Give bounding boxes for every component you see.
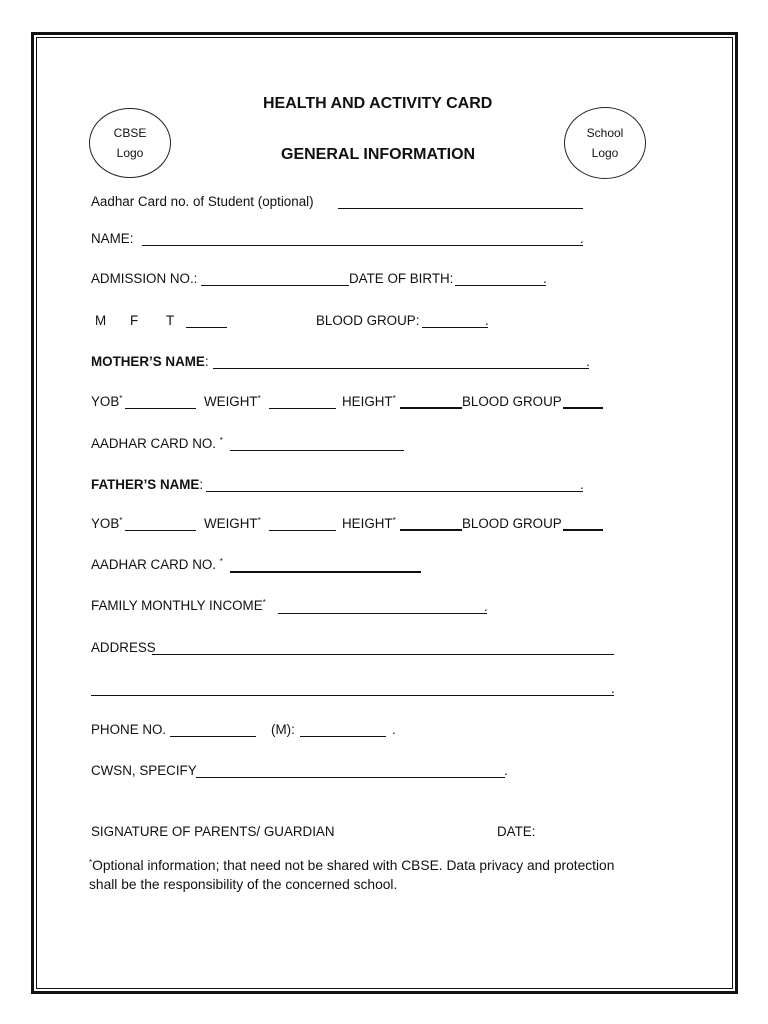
mother-weight-asterisk: * xyxy=(257,394,261,403)
cbse-logo-line1: CBSE xyxy=(113,126,147,140)
mobile-period: . xyxy=(392,722,396,737)
mother-aadhar-field[interactable] xyxy=(230,450,404,451)
name-period: . xyxy=(580,231,584,246)
mother-blood-group-field[interactable] xyxy=(563,407,603,409)
dob-field[interactable] xyxy=(455,285,546,286)
mobile-field[interactable] xyxy=(300,736,386,737)
section-title: GENERAL INFORMATION xyxy=(281,146,476,163)
gender-option-m[interactable]: M xyxy=(95,313,107,328)
page-border-inner xyxy=(36,37,733,989)
aadhar-student-label: Aadhar Card no. of Student (optional) xyxy=(91,194,314,209)
student-blood-group-label: BLOOD GROUP: xyxy=(316,313,420,328)
date-label: DATE: xyxy=(497,824,536,839)
mothers-name-field[interactable] xyxy=(213,368,589,369)
card-title: HEALTH AND ACTIVITY CARD xyxy=(263,95,493,112)
mother-weight-field[interactable] xyxy=(269,408,336,409)
mother-aadhar-asterisk: * xyxy=(219,436,223,445)
fathers-name-field[interactable] xyxy=(206,491,583,492)
father-height-field[interactable] xyxy=(400,529,462,531)
family-income-asterisk: * xyxy=(262,598,266,607)
father-aadhar-label: AADHAR CARD NO. xyxy=(91,557,216,572)
father-yob-asterisk: * xyxy=(119,516,123,525)
mobile-label: (M): xyxy=(271,722,295,737)
father-yob-field[interactable] xyxy=(125,530,196,531)
mothers-name-period: . xyxy=(586,354,590,369)
mother-yob-label: YOB xyxy=(91,394,120,409)
cbse-logo-placeholder xyxy=(89,108,171,178)
footnote-text-line2: shall be the responsibility of the concerned school. xyxy=(89,877,398,892)
aadhar-student-field[interactable] xyxy=(338,208,583,209)
footnote-text-line1: Optional information; that need not be shared with CBSE. Data privacy and protection xyxy=(92,858,615,873)
student-blood-group-field[interactable] xyxy=(422,327,488,328)
address-field-line2[interactable] xyxy=(91,695,614,696)
mother-aadhar-label: AADHAR CARD NO. xyxy=(91,436,216,451)
footnote-asterisk: * xyxy=(89,858,93,867)
phone-no-label: PHONE NO. xyxy=(91,722,167,737)
cwsn-field[interactable] xyxy=(196,777,505,778)
fathers-name-label: FATHER’S NAME xyxy=(91,477,200,492)
mother-height-field[interactable] xyxy=(400,407,462,409)
phone-no-field[interactable] xyxy=(170,736,256,737)
gender-option-t[interactable]: T xyxy=(166,313,175,328)
fathers-name-period: . xyxy=(580,477,584,492)
mothers-name-label: MOTHER’S NAME xyxy=(91,354,205,369)
fathers-name-colon: : xyxy=(199,477,204,492)
gender-option-f[interactable]: F xyxy=(130,313,139,328)
name-label: NAME: xyxy=(91,231,134,246)
father-weight-asterisk: * xyxy=(257,516,261,525)
mothers-name-colon: : xyxy=(204,354,209,369)
father-blood-group-field[interactable] xyxy=(563,529,603,531)
admission-no-field[interactable] xyxy=(201,285,349,286)
father-blood-group-label: BLOOD GROUP xyxy=(462,516,562,531)
father-height-label: HEIGHT xyxy=(342,516,393,531)
student-blood-group-period: . xyxy=(485,313,489,328)
family-income-label: FAMILY MONTHLY INCOME xyxy=(91,598,263,613)
family-income-period: . xyxy=(484,599,488,614)
admission-no-label: ADMISSION NO.: xyxy=(91,271,198,286)
address-period: . xyxy=(611,681,615,696)
school-logo-line1: School xyxy=(586,126,624,140)
mother-yob-field[interactable] xyxy=(125,408,196,409)
dob-period: . xyxy=(543,271,547,286)
address-label: ADDRESS xyxy=(91,640,156,655)
school-logo-line2: Logo xyxy=(591,146,619,160)
father-aadhar-field[interactable] xyxy=(230,571,421,573)
cwsn-label: CWSN, SPECIFY xyxy=(91,763,197,778)
footnote-line1 xyxy=(89,857,614,874)
mother-blood-group-label: BLOOD GROUP xyxy=(462,394,562,409)
father-weight-label: WEIGHT xyxy=(204,516,258,531)
name-field[interactable] xyxy=(142,245,583,246)
mother-height-label: HEIGHT xyxy=(342,394,393,409)
dob-label: DATE OF BIRTH: xyxy=(349,271,454,286)
signature-label: SIGNATURE OF PARENTS/ GUARDIAN xyxy=(91,824,335,839)
address-field-line1[interactable] xyxy=(152,654,614,655)
father-height-asterisk: * xyxy=(392,516,396,525)
school-logo-placeholder xyxy=(564,107,646,179)
father-yob-label: YOB xyxy=(91,516,120,531)
gender-field[interactable] xyxy=(186,327,227,328)
family-income-field[interactable] xyxy=(278,613,487,614)
cwsn-period: . xyxy=(504,763,508,778)
mother-weight-label: WEIGHT xyxy=(204,394,258,409)
father-weight-field[interactable] xyxy=(269,530,336,531)
cbse-logo-line2: Logo xyxy=(116,146,144,160)
mother-yob-asterisk: * xyxy=(119,394,123,403)
father-aadhar-asterisk: * xyxy=(219,557,223,566)
mother-height-asterisk: * xyxy=(392,394,396,403)
